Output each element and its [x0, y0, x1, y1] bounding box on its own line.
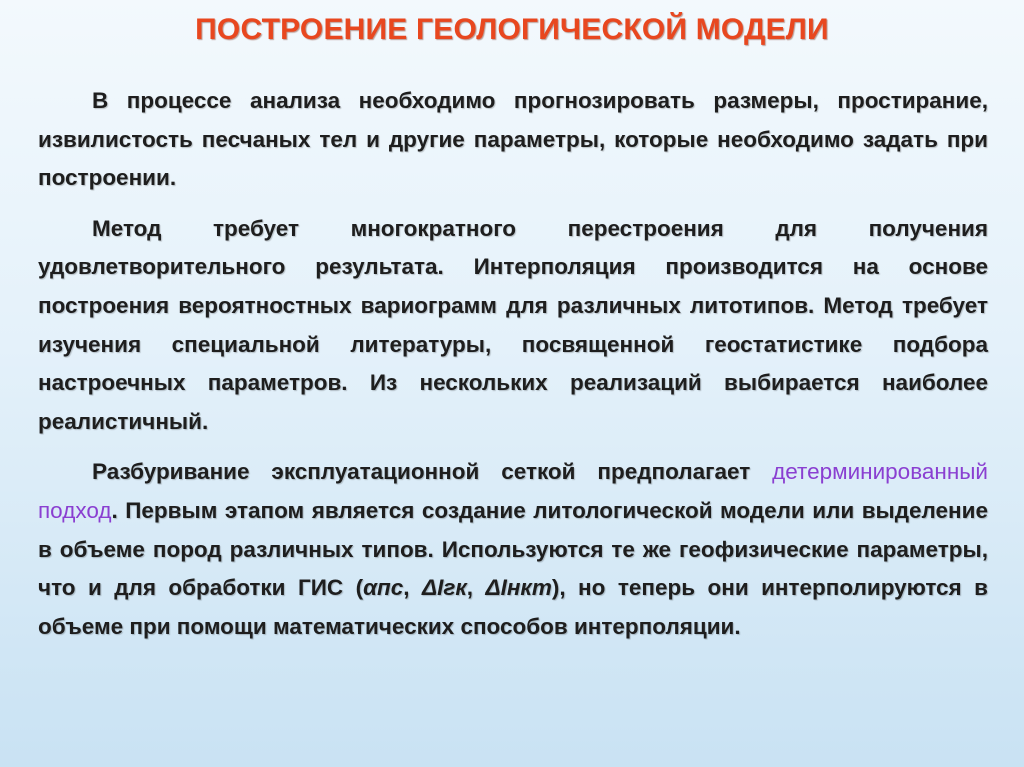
paragraph-3-middle: . Первым этапом является создание литологической модели или выделение в объеме пород различных типов. Используются те же геофизические параметры, что и для обработки ГИС (: [38, 497, 988, 601]
paragraph-1: В процессе анализа необходимо прогнозировать размеры, простирание, извилистость песчаных тел и другие параметры, которые необходимо задать при построении.: [38, 88, 988, 191]
slide-title: ПОСТРОЕНИЕ ГЕОЛОГИЧЕСКОЙ МОДЕЛИ: [195, 13, 829, 46]
param-separator-2: ,: [466, 575, 486, 601]
param-delta-inkt: ΔIнкт: [485, 575, 552, 601]
highlighted-term: детерминированный подход: [38, 459, 988, 523]
slide-body: [38, 82, 988, 646]
paragraph-3-tail: ), но теперь они интерполируются в объеме при помощи математических способов интерполяции.: [38, 575, 988, 639]
paragraph-3-lead: Разбуривание эксплуатационной сеткой предполагает: [92, 459, 751, 485]
paragraph-3: [38, 453, 988, 646]
paragraph-2: Метод требует многократного перестроения для получения удовлетворительного результата. Интерполяция производится на основе построения вероятностных вариограмм для различных литотипов. Метод требует изучения специальной литературы, посвященной геостатистике подбора настроечных параметров. Из нескольких реализаций выбирается наиболее реалистичный.: [38, 215, 988, 434]
param-alpha-ps: αпс: [363, 575, 404, 601]
param-separator-1: ,: [403, 575, 422, 601]
param-delta-igk: ΔIгк: [422, 575, 467, 601]
